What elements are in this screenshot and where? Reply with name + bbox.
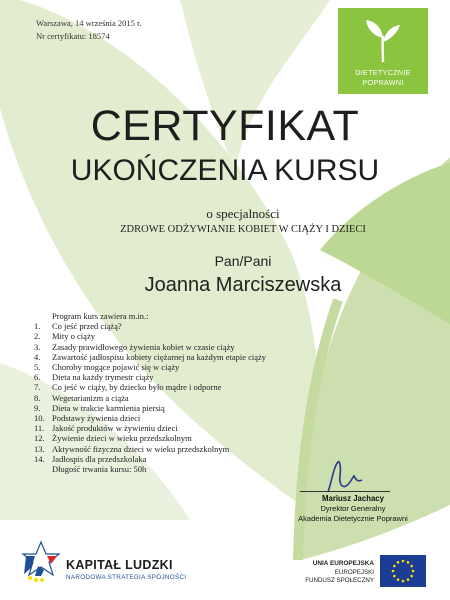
kapital-ludzki-subtitle: NARODOWA STRATEGIA SPÓJNOŚCI xyxy=(66,574,187,581)
signatory-organization: Akademia Dietetycznie Poprawni xyxy=(298,514,408,523)
eu-star xyxy=(393,565,396,568)
program-item-text: Zawartość jadłospisu kobiety ciężarnej na każdym etapie ciąży xyxy=(52,351,267,362)
program-item xyxy=(34,331,334,341)
program-item-number: 6. xyxy=(34,372,41,383)
program-item-number: 7. xyxy=(34,382,41,393)
program-item-number: 3. xyxy=(34,341,41,352)
program-item-text: Podstawy żywienia dzieci xyxy=(52,413,141,424)
program-section xyxy=(34,311,334,474)
program-item-number: 1. xyxy=(34,321,41,332)
program-item-number: 11. xyxy=(34,423,45,434)
program-list xyxy=(34,321,334,464)
program-item xyxy=(34,403,334,413)
salutation: Pan/Pani xyxy=(214,253,272,269)
program-item-text: Aktywność fizyczna dzieci w wieku przedszkolnym xyxy=(52,443,230,454)
eu-star xyxy=(410,575,413,578)
program-item xyxy=(34,454,334,464)
eu-stars xyxy=(380,555,426,587)
signatory-name: Mariusz Jachacy xyxy=(322,494,384,503)
eu-star xyxy=(407,561,410,564)
program-item-number: 14. xyxy=(34,453,45,464)
program-item xyxy=(34,433,334,443)
program-item xyxy=(34,362,334,372)
sprout-icon xyxy=(363,16,403,64)
program-item xyxy=(34,342,334,352)
program-item-text: Wegetarianizm a ciąża xyxy=(52,392,129,403)
eu-star xyxy=(393,575,396,578)
program-item-text: Jakość produktów w żywieniu dzieci xyxy=(52,423,178,434)
program-header: Program kurs zawiera m.in.: xyxy=(52,311,149,321)
kapital-ludzki-star-logo xyxy=(20,540,62,584)
certificate-subtitle: UKOŃCZENIA KURSU xyxy=(70,154,380,187)
program-item xyxy=(34,352,334,362)
eu-star xyxy=(410,565,413,568)
brand-name-line1: DIETETYCZNIE xyxy=(355,68,411,77)
program-item-text: Mity o ciąży xyxy=(52,331,95,342)
program-item xyxy=(34,444,334,454)
course-duration: Długość trwania kursu: 50h xyxy=(52,464,147,475)
signatory-role: Dyrektor Generalny xyxy=(320,504,386,513)
program-item-text: Żywienie dzieci w wieku przedszkolnym xyxy=(52,433,192,444)
program-item xyxy=(34,372,334,382)
program-item-number: 4. xyxy=(34,351,41,362)
eu-star xyxy=(407,578,410,581)
eu-label-line1: UNIA EUROPEJSKA xyxy=(312,560,374,567)
program-item-text: Dieta na każdy trymestr ciąży xyxy=(52,372,154,383)
eu-star xyxy=(412,570,415,573)
specialty-name: ZDROWE ODŻYWIANIE KOBIET W CIĄŻY I DZIECI xyxy=(120,224,366,235)
program-item-number: 10. xyxy=(34,413,45,424)
certificate-title: CERTYFIKAT xyxy=(90,102,360,150)
eu-flag-icon xyxy=(380,555,426,587)
eu-star xyxy=(402,580,405,583)
program-item-number: 12. xyxy=(34,433,45,444)
signature-mark xyxy=(318,458,378,494)
eu-star xyxy=(392,570,395,573)
issue-date: Warszawa, 14 września 2015 r. xyxy=(36,18,142,28)
program-item-text: Jadłospis dla przedszkolaka xyxy=(52,453,147,464)
kapital-ludzki-title: KAPITAŁ LUDZKI xyxy=(66,558,173,572)
eu-star xyxy=(397,561,400,564)
program-item-text: Co jeść w ciąży, by dziecko było mądre i odporne xyxy=(52,382,222,393)
eu-label-line2: EUROPEJSKI xyxy=(334,569,374,576)
eu-label-line3: FUNDUSZ SPOŁECZNY xyxy=(305,577,374,584)
program-item-text: Co jeść przed ciążą? xyxy=(52,321,122,332)
recipient-name: Joanna Marciszewska xyxy=(144,274,342,296)
specialty-label: o specjalności xyxy=(206,206,280,221)
program-item-number: 9. xyxy=(34,402,41,413)
program-item-number: 5. xyxy=(34,362,41,373)
program-item xyxy=(34,423,334,433)
eu-star xyxy=(397,578,400,581)
program-item-number: 13. xyxy=(34,443,45,454)
program-item xyxy=(34,413,334,423)
program-item-number: 8. xyxy=(34,392,41,403)
program-item xyxy=(34,393,334,403)
program-item-text: Zasady prawidłowego żywienia kobiet w czasie ciąży xyxy=(52,341,235,352)
program-item-number: 2. xyxy=(34,331,41,342)
program-item-text: Choroby mogące pojawić się w ciąży xyxy=(52,362,180,373)
certificate-number: Nr certyfikatu: 18574 xyxy=(36,31,110,41)
eu-star xyxy=(402,560,405,563)
brand-name-line2: POPRAWNI xyxy=(362,78,404,87)
signature-line xyxy=(300,491,390,492)
brand-logo xyxy=(338,8,428,94)
program-item xyxy=(34,382,334,392)
program-item xyxy=(34,321,334,331)
program-item-text: Dieta w trakcie karmienia piersią xyxy=(52,402,165,413)
